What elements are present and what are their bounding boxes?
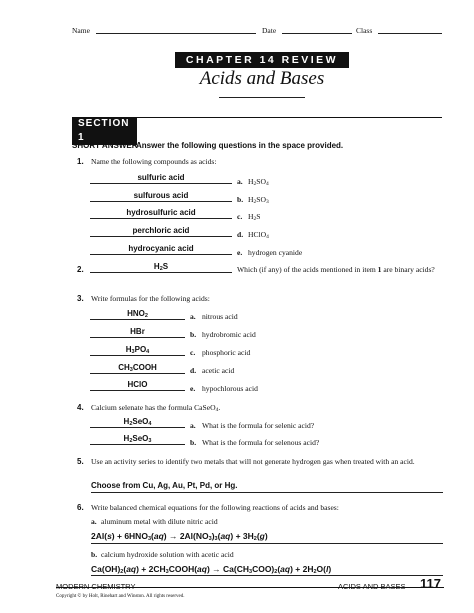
item-text: What is the formula for selenous acid? <box>202 438 320 447</box>
answer-line[interactable] <box>91 543 443 544</box>
date-label: Date <box>262 26 277 35</box>
item-text: nitrous acid <box>202 312 238 321</box>
item-letter: a. <box>237 177 243 186</box>
answer-text: Choose from Cu, Ag, Au, Pt, Pd, or Hg. <box>91 481 238 490</box>
item-text: calcium hydroxide solution with acetic acid <box>101 550 234 559</box>
footer-right: ACIDS AND BASES <box>338 582 406 591</box>
question-prompt: Which (if any) of the acids mentioned in item 1 are binary acids? <box>237 265 435 274</box>
item-text: $H_2SO_4$ <box>248 177 269 187</box>
name-field[interactable] <box>96 33 256 34</box>
item-text: hydrogen cyanide <box>248 248 303 257</box>
item-letter: e. <box>190 384 196 393</box>
answer-equation: $2Al(s) + 6HNO_3(aq) \to 2Al(NO_3)_3(aq) + 3H_2(g)$ <box>91 531 268 542</box>
answer-line[interactable] <box>91 575 443 576</box>
answer-line[interactable] <box>90 254 232 255</box>
answer-line[interactable] <box>90 373 185 374</box>
answer-text: $H_3PO_4$ <box>125 345 150 355</box>
answer-text: HClO <box>127 380 148 389</box>
page-title: Acids and Bases <box>199 68 325 89</box>
class-label: Class <box>356 26 373 35</box>
answer-line[interactable] <box>90 337 185 338</box>
question-number: 2. <box>77 265 84 274</box>
page-number: 117 <box>420 576 441 591</box>
item-text: phosphoric acid <box>202 348 251 357</box>
item-letter: b. <box>190 330 197 339</box>
question-prompt: Name the following compounds as acids: <box>91 157 217 166</box>
answer-line[interactable] <box>90 218 232 219</box>
answer-text: hydrocyanic acid <box>128 244 194 253</box>
item-letter: a. <box>190 421 196 430</box>
item-letter: b. <box>190 438 197 447</box>
item-letter: d. <box>190 366 197 375</box>
item-letter: b. <box>91 550 98 559</box>
name-label: Name <box>72 26 90 35</box>
question-number: 6. <box>77 503 84 512</box>
answer-text: perchloric acid <box>132 226 190 235</box>
section-label: SECTION 1 <box>72 117 137 145</box>
question-prompt: Use an activity series to identify two metals that will not generate hydrogen gas when treated with an acid. <box>91 457 415 466</box>
instructions-text: Answer the following questions in the space provided. <box>136 141 344 150</box>
item-letter: a. <box>190 312 196 321</box>
answer-text: sulfuric acid <box>137 173 185 182</box>
answer-line[interactable] <box>90 272 232 273</box>
item-letter: b. <box>237 195 244 204</box>
answer-line[interactable] <box>90 390 185 391</box>
item-text: $H_2S$ <box>248 212 261 222</box>
answer-text: sulfurous acid <box>133 191 189 200</box>
answer-text: $CH_3COOH$ <box>118 363 157 373</box>
class-field[interactable] <box>378 33 442 34</box>
item-letter: e. <box>237 248 243 257</box>
date-field[interactable] <box>282 33 352 34</box>
item-text: hypochlorous acid <box>202 384 258 393</box>
item-letter: a. <box>91 517 97 526</box>
item-text: What is the formula for selenic acid? <box>202 421 315 430</box>
copyright: Copyright © by Holt, Rinehart and Winston. All rights reserved. <box>56 594 185 599</box>
item-text: HClO$_4$ <box>248 230 269 240</box>
footer-left: MODERN CHEMISTRY <box>56 582 136 591</box>
item-text: $H_2SO_3$ <box>248 195 269 205</box>
answer-text: hydrosulfuric acid <box>126 208 196 217</box>
answer-text: $H_2S$ <box>153 262 169 272</box>
answer-text: HBr <box>130 327 145 336</box>
item-text: acetic acid <box>202 366 235 375</box>
item-text: aluminum metal with dilute nitric acid <box>101 517 218 526</box>
answer-line[interactable] <box>90 444 185 445</box>
title-underline <box>219 97 305 98</box>
question-prompt: Write formulas for the following acids: <box>91 294 210 303</box>
question-prompt: Write balanced chemical equations for the following reactions of acids and bases: <box>91 503 339 512</box>
answer-text: $HNO_2$ <box>127 309 148 319</box>
question-number: 3. <box>77 294 84 303</box>
answer-line[interactable] <box>90 355 185 356</box>
question-number: 1. <box>77 157 84 166</box>
answer-equation: $Ca(OH)_2(aq)$ + $2CH_3COOH(aq) \to Ca(CH_3COO)_2(aq) + 2H_2O(l)$ <box>91 564 332 575</box>
answer-text: $H_2SeO_4$ <box>123 417 152 427</box>
item-letter: c. <box>190 348 196 357</box>
answer-line[interactable] <box>90 319 185 320</box>
answer-line[interactable] <box>90 183 232 184</box>
item-letter: c. <box>237 212 243 221</box>
item-letter: d. <box>237 230 244 239</box>
question-number: 4. <box>77 403 84 412</box>
answer-text: $H_2SeO_3$ <box>123 434 152 444</box>
answer-line[interactable] <box>90 201 232 202</box>
answer-line[interactable] <box>90 236 232 237</box>
question-prompt: Calcium selenate has the formula CaSeO$_4$. <box>91 403 221 413</box>
answer-line[interactable] <box>91 492 443 493</box>
answer-line[interactable] <box>90 427 185 428</box>
question-number: 5. <box>77 457 84 466</box>
chapter-banner: CHAPTER 14 REVIEW <box>175 52 349 68</box>
instructions-type: SHORT ANSWER <box>72 141 138 150</box>
item-text: hydrobromic acid <box>202 330 256 339</box>
